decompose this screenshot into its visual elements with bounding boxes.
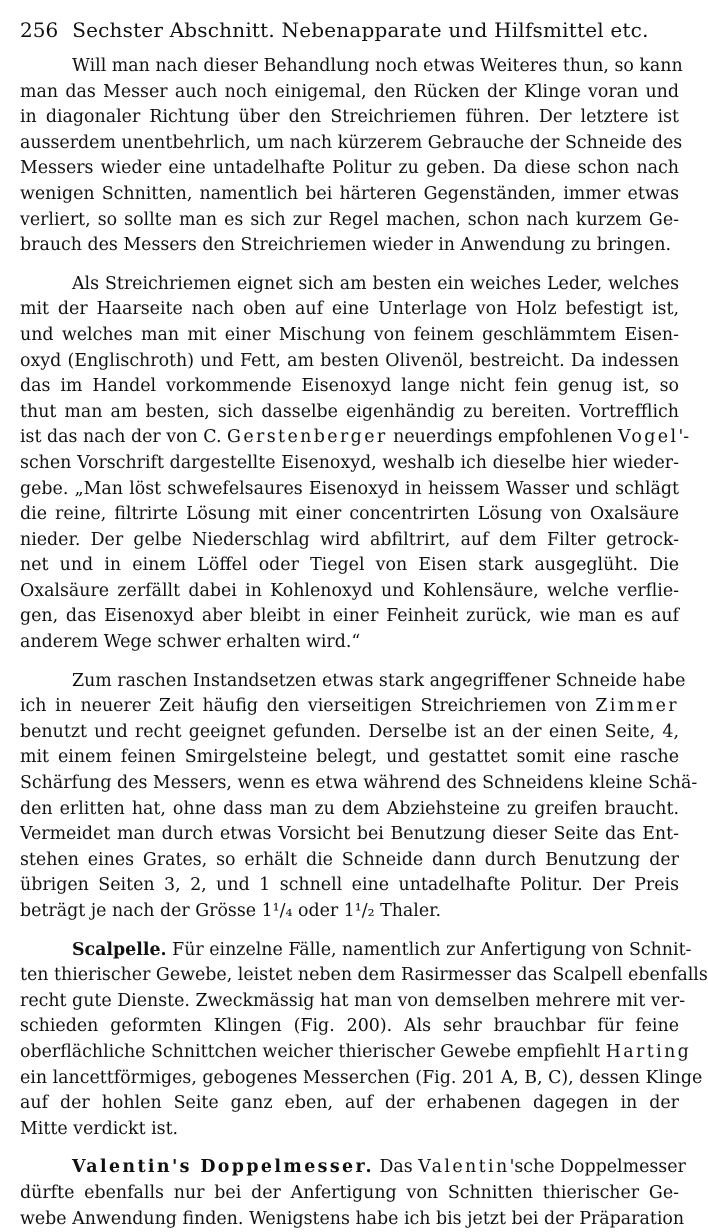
text-segment: schen Vorschrift dargestellte Eisenoxyd, weshalb ich dieselbe hier wieder- [20, 452, 679, 473]
emphasized-text: Valentin [418, 1157, 510, 1178]
text-segment: Oxalsäure zerfällt dabei in Kohlenoxyd und Kohlensäure, welche verflie- [20, 580, 679, 601]
text-line [20, 374, 679, 400]
paragraph [20, 938, 708, 1143]
page-number: 256 [20, 18, 59, 42]
text-line [20, 451, 679, 477]
text-line [20, 156, 679, 182]
text-segment: neuerdings empfohlenen [387, 427, 619, 448]
text-segment: wenigen Schnitten, namentlich bei härteren Gegenständen, immer etwas [20, 183, 679, 204]
paragraph-gap [20, 259, 679, 272]
emphasized-text: Vogel [618, 427, 679, 448]
text-line [20, 553, 679, 579]
text-segment: ausserdem unentbehrlich, um nach kürzerem Gebrauche der Schneide des [20, 132, 683, 153]
text-line [20, 1014, 679, 1040]
text-segment: ein lancettförmiges, gebogenes Messerchen (Fig. 201 A, B, C), dessen Klinge [20, 1067, 703, 1088]
text-segment: Vermeidet man durch etwas Vorsicht bei Benutzung dieser Seite das Ent- [20, 824, 679, 845]
emphasized-text: Gerstenberger [227, 427, 388, 448]
page-header [20, 18, 679, 42]
text-segment: mit der Haarseite nach oben auf eine Unterlage von Holz befestigt ist, [20, 299, 679, 320]
text-segment: ist das nach der von C. [20, 427, 228, 448]
text-line [20, 822, 679, 848]
text-segment: Zum raschen Instandsetzen etwas stark angegriffener Schneide habe [72, 670, 686, 691]
text-segment: webe Anwendung finden. Wenigstens habe ich bis jetzt bei der Präparation [20, 1208, 685, 1229]
text-line [20, 630, 679, 656]
emphasized-text: Harting [605, 1041, 692, 1062]
text-segment: übrigen Seiten 3, 2, und 1 schnell eine untadelhafte Politur. Der Preis [20, 875, 679, 896]
text-line [20, 720, 679, 746]
text-segment: verliert, so sollte man es sich zur Regel machen, schon nach kurzem Ge- [20, 209, 679, 230]
text-segment: oxyd (Englischroth) und Fett, am besten Olivenöl, bestreicht. Da indessen [20, 350, 679, 371]
emphasized-text: Zimmer [595, 696, 679, 717]
text-segment: '- [678, 427, 690, 448]
paragraph-gap [20, 1142, 679, 1155]
text-line [20, 797, 679, 823]
text-line [20, 848, 679, 874]
body-text [20, 54, 708, 1232]
paragraph-gap [20, 925, 679, 938]
text-line [20, 669, 686, 695]
text-line [20, 579, 679, 605]
paragraph [20, 272, 690, 656]
text-segment: Messers wieder eine untadelhafte Politur zu geben. Da diese schon nach [20, 158, 679, 179]
text-segment: brauch des Messers den Streichriemen wieder in Anwendung zu bringen. [20, 235, 672, 256]
text-segment: net und in einem Löffel oder Tiegel von Eisen stark ausgeglüht. Die [20, 555, 679, 576]
text-segment: oberflächliche Schnittchen weicher thierischer Gewebe empfiehlt [20, 1041, 606, 1062]
text-line [20, 528, 679, 554]
text-segment: man das Messer auch noch einigemal, den Rücken der Klinge voran und [20, 81, 679, 102]
text-segment: 'sche Doppelmesser [509, 1157, 686, 1178]
text-segment: gebe. „Man löst schwefelsaures Eisenoxyd in heissem Wasser und schlägt [20, 478, 679, 499]
text-line [20, 131, 683, 157]
text-line [20, 80, 679, 106]
text-line [20, 54, 683, 80]
text-line [20, 233, 679, 259]
text-line [20, 899, 679, 925]
text-line [20, 208, 679, 234]
paragraph [20, 669, 698, 925]
text-segment: stehen eines Grates, so erhält die Schneide dann durch Benutzung der [20, 849, 679, 870]
text-segment: auf der hohlen Seite ganz eben, auf der erhabenen dagegen in der [20, 1093, 679, 1114]
text-segment: dürfte ebenfalls nur bei der Anfertigung von Schnitten thierischer Ge- [20, 1182, 679, 1203]
text-segment: in diagonaler Richtung über den Streichriemen führen. Der letztere ist [20, 107, 679, 128]
text-line [20, 745, 679, 771]
text-segment: den erlitten hat, ohne dass man zu dem Abziehsteine zu greifen braucht. [20, 798, 679, 819]
text-segment: Will man nach dieser Behandlung noch etwas Weiteres thun, so kann [72, 56, 683, 76]
text-line [20, 989, 686, 1015]
text-line [20, 1091, 679, 1117]
text-segment: das im Handel vorkommende Eisenoxyd lange nicht fein genug ist, so [20, 376, 679, 397]
running-head: Sechster Abschnitt. Nebenapparate und Hilfsmittel etc. [72, 18, 649, 42]
text-segment: Mitte verdickt ist. [20, 1118, 179, 1139]
paragraph [20, 1155, 686, 1232]
text-line [20, 1117, 679, 1143]
text-segment: beträgt je nach der Grösse 1¹/₄ oder 1¹/₂ Thaler. [20, 901, 442, 921]
text-segment: thut man am besten, sich dasselbe eigenhändig zu bereiten. Vortrefflich [20, 401, 679, 422]
text-line [20, 873, 679, 899]
text-line [20, 1181, 679, 1207]
text-line [20, 771, 698, 797]
paragraph-gap [20, 656, 679, 669]
text-segment: die reine, filtrirte Lösung mit einer concentrirten Lösung von Oxalsäure [20, 504, 679, 525]
text-line [20, 938, 692, 964]
text-segment: ten thierischer Gewebe, leistet neben dem Rasirmesser das Scalpell ebenfalls [20, 965, 708, 986]
text-line [20, 1066, 703, 1092]
text-segment: nieder. Der gelbe Niederschlag wird abfiltrirt, auf dem Filter getrock- [20, 529, 679, 550]
text-line [20, 1040, 692, 1066]
text-line [20, 502, 679, 528]
text-line [20, 349, 679, 375]
text-line [20, 105, 679, 131]
text-line [20, 1207, 685, 1232]
text-line [20, 694, 679, 720]
text-segment: benutzt und recht geeignet gefunden. Derselbe ist an der einen Seite, 4, [20, 721, 679, 742]
text-line [20, 425, 690, 451]
text-line [20, 182, 679, 208]
text-segment: Schärfung des Messers, wenn es etwa während des Schneidens kleine Schä- [20, 773, 698, 794]
text-line [20, 323, 679, 349]
text-segment: und welches man mit einer Mischung von feinem geschlämmtem Eisen- [20, 324, 679, 345]
text-segment: ich in neuerer Zeit häufig den vierseitigen Streichriemen von [20, 696, 596, 717]
text-segment: mit einem feinen Smirgelsteine belegt, und gestattet somit eine rasche [20, 747, 679, 768]
text-line [20, 963, 708, 989]
emphasized-text: Valentin's Doppelmesser. [72, 1157, 374, 1178]
text-line [20, 477, 679, 503]
text-segment: Das [373, 1157, 419, 1178]
text-segment: gen, das Eisenoxyd aber bleibt in einer Feinheit zurück, wie man es auf [20, 606, 679, 627]
emphasized-text: Scalpelle. [72, 939, 167, 960]
text-line [20, 604, 679, 630]
text-line [20, 400, 679, 426]
text-segment: Als Streichriemen eignet sich am besten ein weiches Leder, welches [72, 273, 679, 294]
paragraph [20, 54, 683, 259]
text-segment: recht gute Dienste. Zweckmässig hat man von demselben mehrere mit ver- [20, 990, 686, 1011]
text-segment: Für einzelne Fälle, namentlich zur Anfertigung von Schnit- [166, 939, 692, 960]
text-line [20, 1155, 686, 1181]
text-segment: anderem Wege schwer erhalten wird.“ [20, 632, 361, 653]
text-line [20, 272, 679, 298]
text-line [20, 297, 679, 323]
text-segment: schieden geformten Klingen (Fig. 200). Als sehr brauchbar für feine [20, 1016, 679, 1037]
